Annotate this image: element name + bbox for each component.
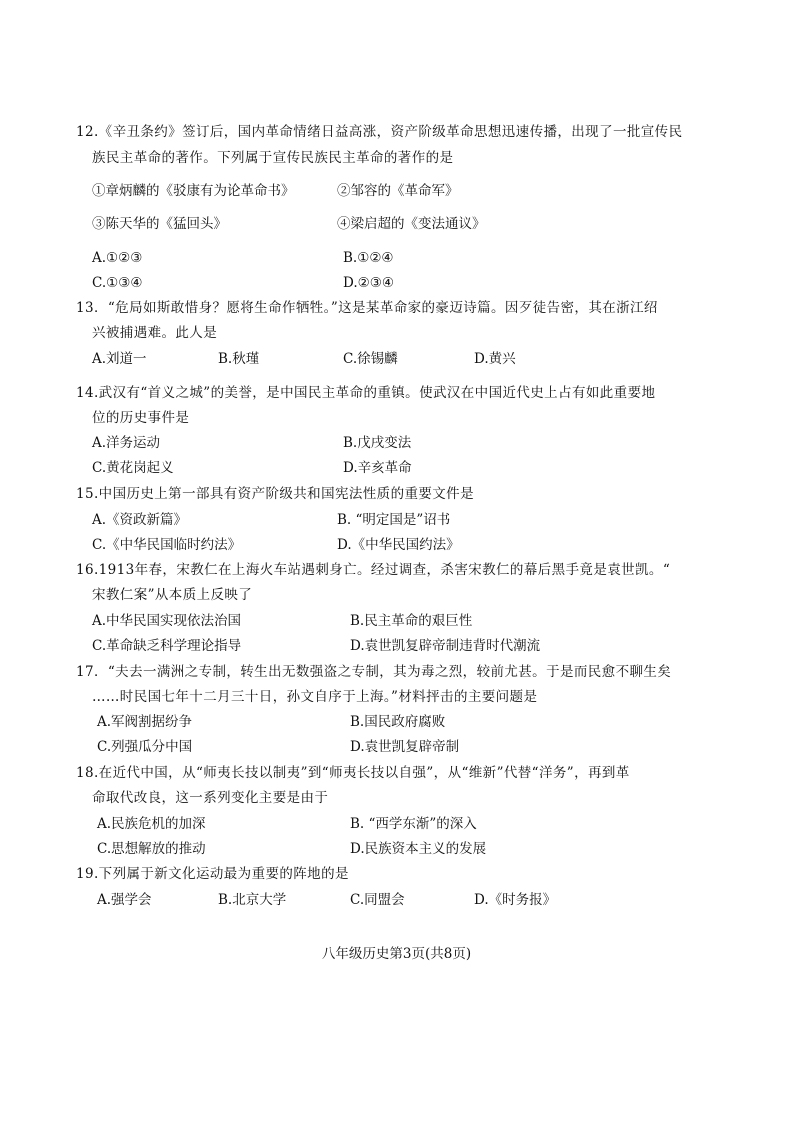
q17-stem-line-1: 17．“夫去一满洲之专制，转生出无数强盗之专制，其为毒之烈，较前尤甚。于是而民愈不聊生矣 — [76, 664, 672, 680]
q16-stem-line-1: 16.1913年春，宋教仁在上海火车站遇刺身亡。经过调查，杀害宋教仁的幕后黑手竟是袁世凯。“ — [76, 562, 671, 578]
q14-stem-line-1: 14.武汉有“首义之城”的美誉，是中国民主革命的重镇。使武汉在中国近代史上占有如此重要地 — [76, 385, 656, 401]
q19-option-c: C.同盟会 — [350, 892, 405, 908]
q12-option-d: D.②③④ — [343, 275, 394, 291]
q13-stem-line-1: 13．“危局如斯敢惜身？愿将生命作牺牲。”这是某革命家的豪迈诗篇。因歹徒告密，其在浙江绍 — [76, 300, 658, 316]
q13-stem-line-2: 兴被捕遇难。此人是 — [92, 325, 218, 341]
q16-option-d: D.袁世凯复辟帝制违背时代潮流 — [350, 638, 541, 654]
q16-option-c: C.革命缺乏科学理论指导 — [92, 638, 242, 654]
q12-item-3: ③陈天华的《猛回头》 — [92, 216, 227, 232]
q16-option-b: B.民主革命的艰巨性 — [350, 613, 473, 629]
q17-option-b: B.国民政府腐败 — [350, 714, 446, 730]
q14-option-b: B.戊戌变法 — [343, 435, 412, 451]
q17-option-a: A.军阀割据纷争 — [97, 714, 193, 730]
q13-option-a: A.刘道一 — [92, 351, 147, 367]
q12-stem-line-2: 族民主革命的著作。下列属于宣传民族民主革命的著作的是 — [92, 150, 454, 166]
q12-option-c: C.①③④ — [92, 275, 143, 291]
q13-option-b: B.秋瑾 — [218, 351, 260, 367]
q12-item-4: ④梁启超的《变法通议》 — [337, 216, 486, 232]
q18-option-b: B. “西学东渐”的深入 — [350, 816, 477, 832]
q18-option-d: D.民族资本主义的发展 — [350, 841, 487, 857]
q18-option-a: A.民族危机的加深 — [97, 816, 206, 832]
q19-option-a: A.强学会 — [97, 892, 152, 908]
q14-option-c: C.黄花岗起义 — [92, 460, 174, 476]
q15-option-a: A.《资政新篇》 — [92, 512, 188, 528]
q17-option-d: D.袁世凯复辟帝制 — [350, 739, 460, 755]
q12-option-a: A.①②③ — [92, 250, 143, 266]
q12-item-1: ①章炳麟的《驳康有为论革命书》 — [92, 183, 295, 199]
q12-option-b: B.①②④ — [343, 250, 394, 266]
q12-stem-line-1: 12.《辛丑条约》签订后，国内革命情绪日益高涨，资产阶级革命思想迅速传播，出现了一批宣传民 — [76, 124, 683, 140]
q18-stem-line-1: 18.在近代中国，从“师夷长技以制夷”到“师夷长技以自强”，从“维新”代替“洋务”，再到革 — [76, 765, 630, 781]
q13-option-d: D.黄兴 — [474, 351, 516, 367]
q17-option-c: C.列强瓜分中国 — [97, 739, 193, 755]
q15-option-d: D.《中华民国约法》 — [337, 537, 460, 553]
q14-option-a: A.洋务运动 — [92, 435, 161, 451]
q14-stem-line-2: 位的历史事件是 — [92, 410, 190, 426]
q19-option-b: B.北京大学 — [218, 892, 287, 908]
q18-stem-line-2: 命取代改良，这一系列变化主要是由于 — [92, 790, 329, 806]
q15-option-b: B. “明定国是”诏书 — [337, 512, 451, 528]
q17-stem-line-2: ……时民国七年十二月三十日，孙文自序于上海。”材料抨击的主要问题是 — [92, 689, 538, 705]
q19-option-d: D.《时务报》 — [474, 892, 557, 908]
q16-stem-line-2: 宋教仁案”从本质上反映了 — [92, 587, 253, 603]
q15-option-c: C.《中华民国临时约法》 — [92, 537, 242, 553]
q16-option-a: A.中华民国实现依法治国 — [92, 613, 242, 629]
q14-option-d: D.辛亥革命 — [343, 460, 412, 476]
q18-option-c: C.思想解放的推动 — [97, 841, 206, 857]
q12-item-2: ②邹容的《革命军》 — [337, 183, 459, 199]
page-footer: 八年级历史第3页(共8页) — [321, 946, 472, 962]
q15-stem-line-1: 15.中国历史上第一部具有资产阶级共和国宪法性质的重要文件是 — [76, 486, 474, 502]
q19-stem-line-1: 19.下列属于新文化运动最为重要的阵地的是 — [76, 866, 349, 882]
q13-option-c: C.徐锡麟 — [343, 351, 398, 367]
